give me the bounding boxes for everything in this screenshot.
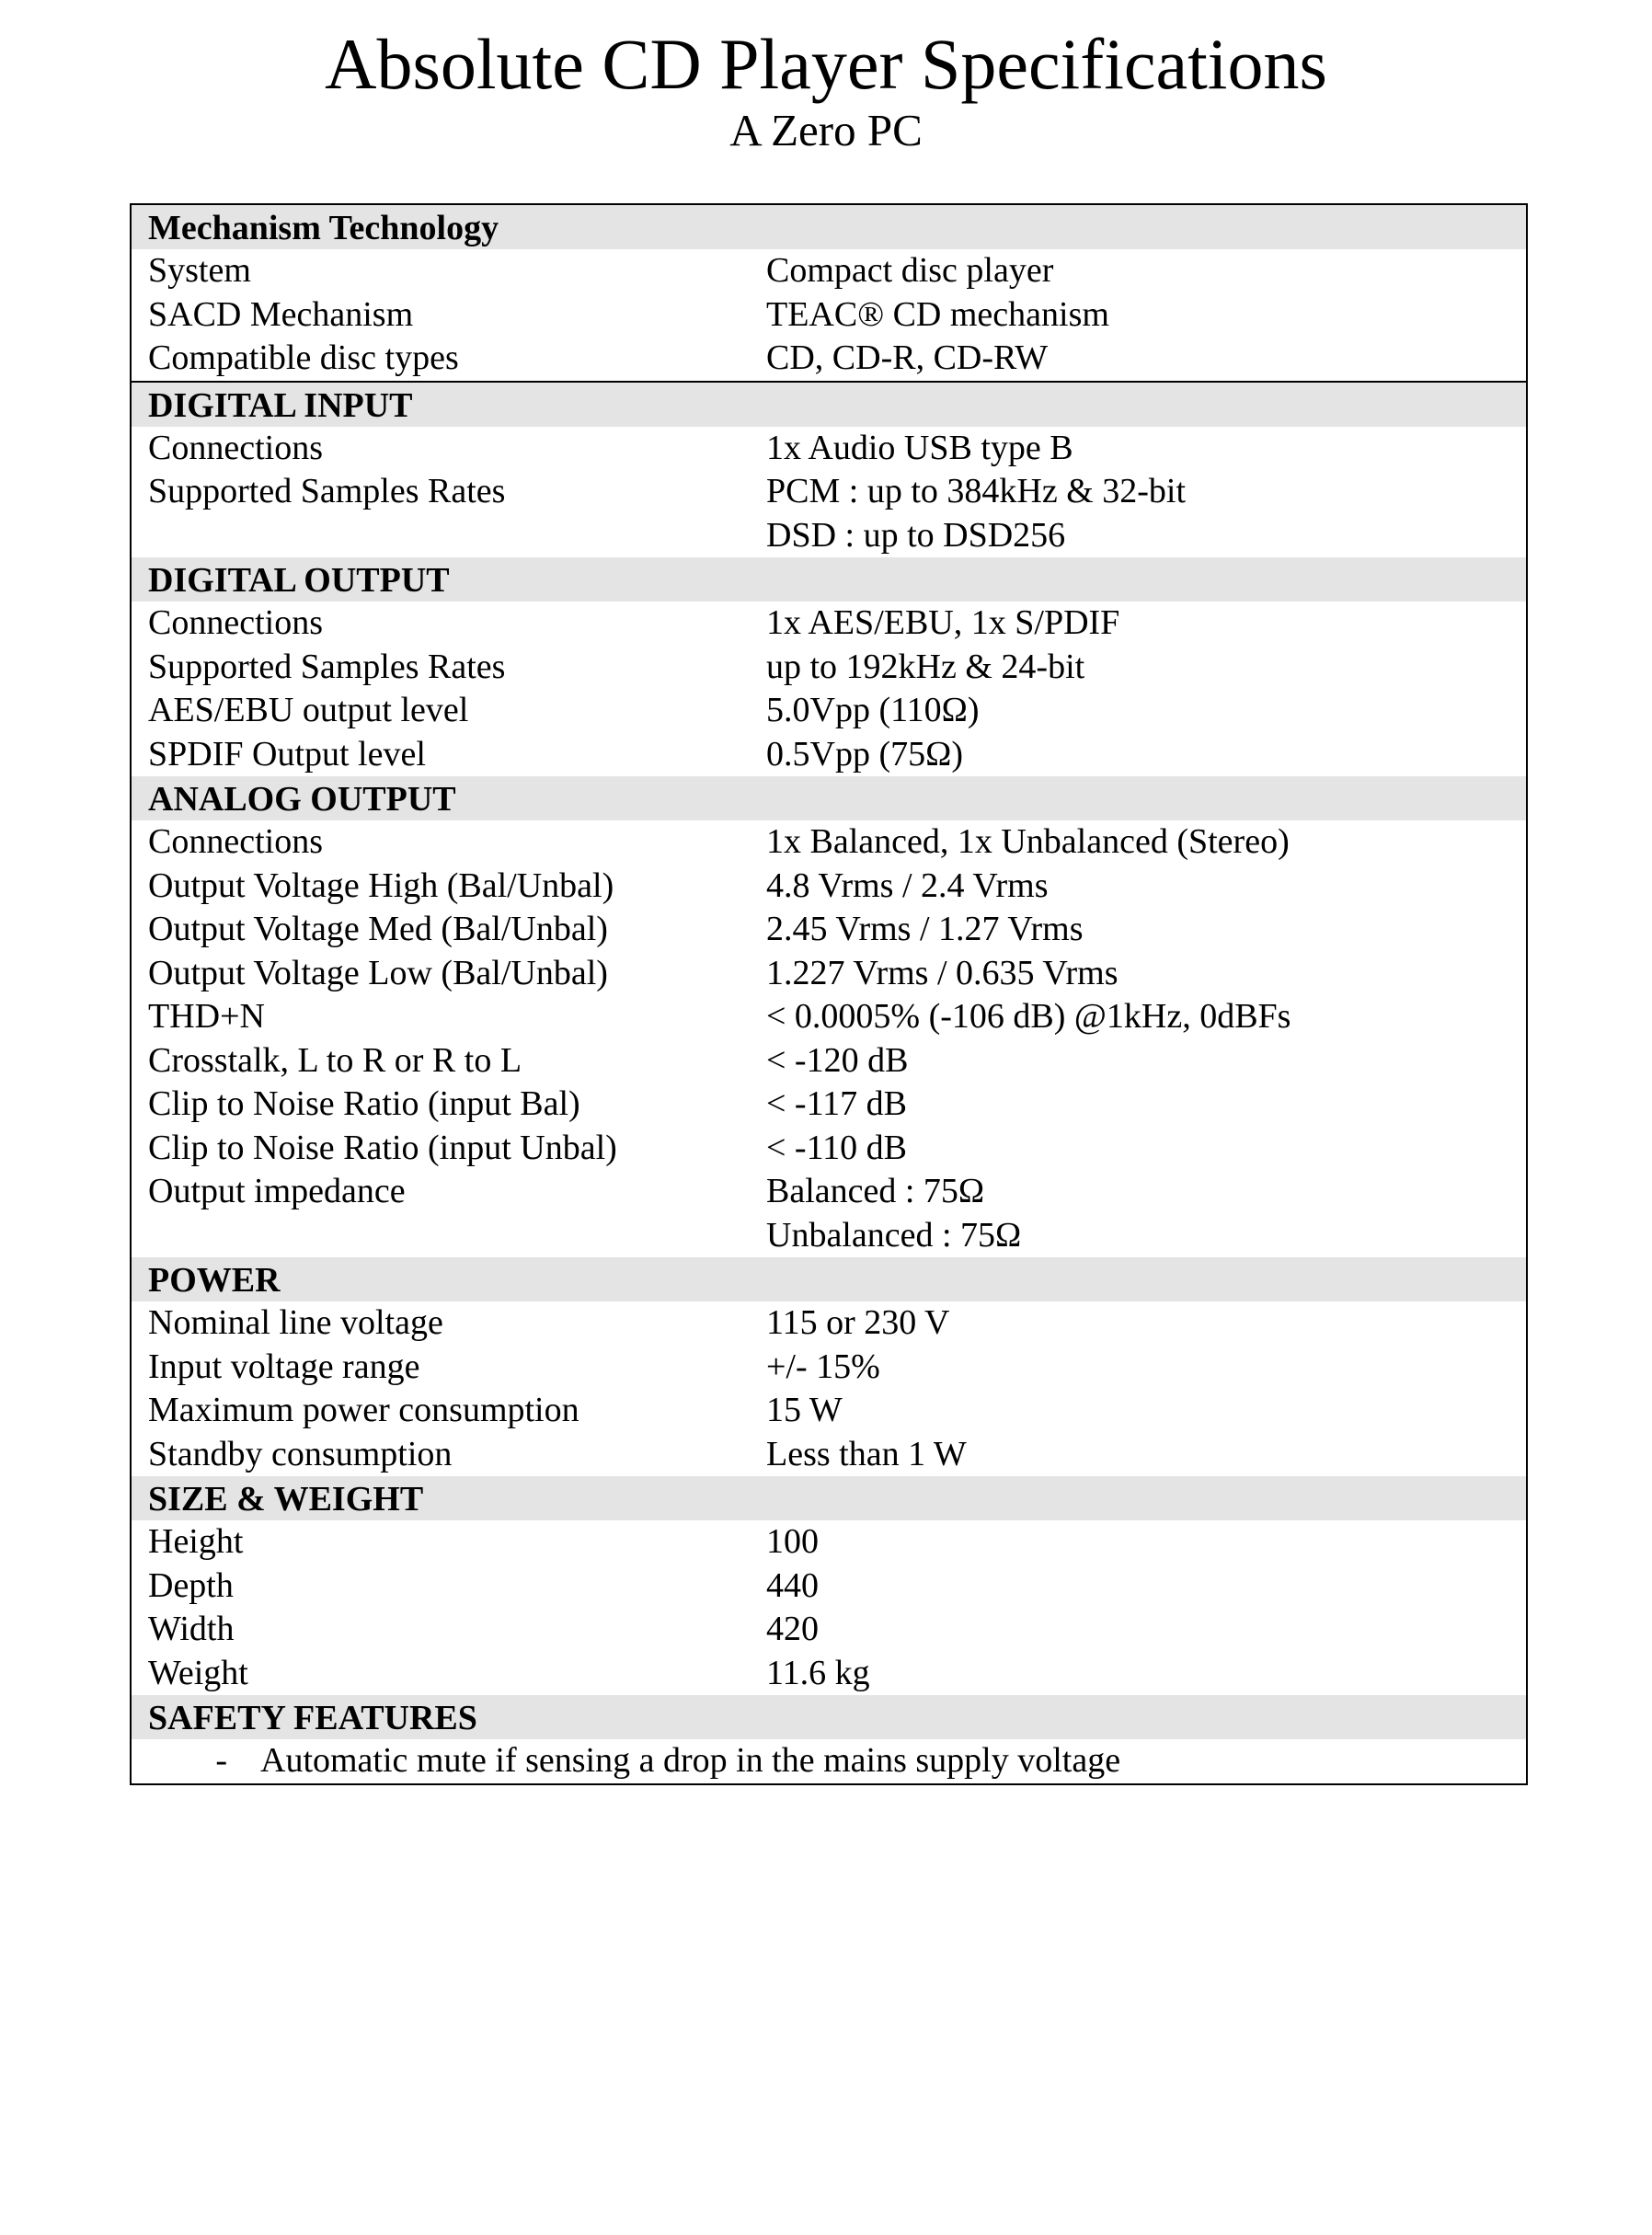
spec-label: Compatible disc types <box>148 338 459 377</box>
spec-row <box>132 1301 1526 1346</box>
spec-value: TEAC® CD mechanism <box>766 294 1109 334</box>
spec-label <box>132 514 766 558</box>
section-heading: SIZE & WEIGHT <box>132 1476 1526 1520</box>
spec-label: AES/EBU output level <box>148 691 469 729</box>
spec-row <box>132 1346 1526 1390</box>
spec-row <box>132 1389 1526 1433</box>
spec-value: 11.6 kg <box>766 1653 870 1692</box>
spec-row <box>132 1608 1526 1652</box>
spec-sections <box>132 205 1526 1695</box>
spec-label: Crosstalk, L to R or R to L <box>148 1040 522 1080</box>
spec-section <box>132 205 1526 381</box>
spec-row <box>132 1170 1526 1214</box>
spec-value: Less than 1 W <box>766 1434 967 1473</box>
spec-label: Output impedance <box>148 1172 406 1210</box>
spec-value: Balanced : 75Ω <box>766 1172 985 1210</box>
spec-value: DSD : up to DSD256 <box>766 515 1066 555</box>
spec-label: Supported Samples Rates <box>148 647 506 686</box>
spec-value: up to 192kHz & 24-bit <box>766 647 1085 686</box>
spec-label: Connections <box>148 603 323 642</box>
spec-label: Nominal line voltage <box>148 1303 443 1342</box>
section-heading: Mechanism Technology <box>132 205 1526 249</box>
spec-row <box>132 952 1526 996</box>
spec-label: Clip to Noise Ratio (input Bal) <box>148 1084 580 1123</box>
section-heading: DIGITAL OUTPUT <box>132 557 1526 602</box>
spec-row <box>132 1433 1526 1477</box>
spec-label: Width <box>148 1610 235 1648</box>
spec-label: Connections <box>148 428 323 467</box>
spec-section <box>132 776 1526 1257</box>
bullet-marker: - <box>215 1741 227 1780</box>
spec-value: < -117 dB <box>766 1084 908 1123</box>
spec-row <box>132 602 1526 646</box>
section-heading: ANALOG OUTPUT <box>132 776 1526 820</box>
spec-row <box>132 1652 1526 1696</box>
spec-row <box>132 1214 1526 1258</box>
spec-row <box>132 689 1526 733</box>
spec-value: +/- 15% <box>766 1347 880 1386</box>
spec-value: 5.0Vpp (110Ω) <box>766 691 980 729</box>
spec-value: PCM : up to 384kHz & 32-bit <box>766 472 1187 510</box>
spec-row <box>132 427 1526 471</box>
spec-row <box>132 1039 1526 1083</box>
spec-section <box>132 1257 1526 1476</box>
spec-label: Depth <box>148 1565 234 1605</box>
spec-value: 15 W <box>766 1391 843 1429</box>
spec-value: Unbalanced : 75Ω <box>766 1215 1022 1255</box>
spec-value: 0.5Vpp (75Ω) <box>766 734 963 774</box>
spec-value: < 0.0005% (-106 dB) @1kHz, 0dBFs <box>766 997 1291 1036</box>
spec-label: Standby consumption <box>148 1434 453 1473</box>
spec-value: 100 <box>766 1522 819 1561</box>
spec-row <box>132 293 1526 338</box>
spec-label: System <box>148 251 251 290</box>
spec-value: 1x Audio USB type B <box>766 428 1073 467</box>
spec-label: SACD Mechanism <box>148 294 414 334</box>
spec-label: Maximum power consumption <box>148 1391 579 1429</box>
spec-row <box>132 865 1526 909</box>
spec-section <box>132 557 1526 776</box>
section-heading: SAFETY FEATURES <box>132 1695 1526 1739</box>
document-subtitle: A Zero PC <box>729 105 923 155</box>
bullet-text: Automatic mute if sensing a drop in the mains supply voltage <box>260 1741 1121 1780</box>
spec-value: 420 <box>766 1610 819 1648</box>
spec-row <box>132 1083 1526 1127</box>
spec-row <box>132 1564 1526 1609</box>
spec-label: Input voltage range <box>148 1347 420 1386</box>
document-title: Absolute CD Player Specifications <box>325 24 1327 104</box>
spec-value: 1x AES/EBU, 1x S/PDIF <box>766 603 1120 642</box>
spec-value: 4.8 Vrms / 2.4 Vrms <box>766 865 1049 905</box>
spec-label: SPDIF Output level <box>148 734 426 774</box>
spec-label: Connections <box>148 822 323 861</box>
spec-row <box>132 337 1526 381</box>
spec-label: Output Voltage High (Bal/Unbal) <box>148 865 614 905</box>
spec-value: < -110 dB <box>766 1128 908 1167</box>
spec-row <box>132 1520 1526 1564</box>
spec-label <box>132 1214 766 1258</box>
spec-row <box>132 249 1526 293</box>
spec-value: 2.45 Vrms / 1.27 Vrms <box>766 910 1084 948</box>
spec-value: CD, CD-R, CD-RW <box>766 338 1049 377</box>
spec-value: 440 <box>766 1565 819 1605</box>
spec-label: Weight <box>148 1653 248 1692</box>
bullet-item <box>132 1739 1526 1783</box>
spec-value: 1x Balanced, 1x Unbalanced (Stereo) <box>766 822 1290 861</box>
section-heading: DIGITAL INPUT <box>132 383 1526 427</box>
spec-label: Clip to Noise Ratio (input Unbal) <box>148 1128 617 1167</box>
spec-label: Output Voltage Low (Bal/Unbal) <box>148 953 608 992</box>
spec-label: Output Voltage Med (Bal/Unbal) <box>148 910 608 948</box>
spec-row <box>132 514 1526 558</box>
spec-label: Height <box>148 1522 244 1561</box>
spec-row <box>132 646 1526 690</box>
section-safety-features <box>132 1695 1526 1783</box>
section-heading: POWER <box>132 1257 1526 1301</box>
spec-row <box>132 995 1526 1039</box>
spec-row <box>132 908 1526 952</box>
spec-value: Compact disc player <box>766 251 1054 290</box>
spec-label: Supported Samples Rates <box>148 472 506 510</box>
spec-value: < -120 dB <box>766 1040 909 1080</box>
spec-value: 115 or 230 V <box>766 1303 950 1342</box>
spec-section <box>132 381 1526 558</box>
spec-label: THD+N <box>148 997 265 1036</box>
spec-value: 1.227 Vrms / 0.635 Vrms <box>766 953 1119 992</box>
spec-section <box>132 1476 1526 1695</box>
spec-row <box>132 470 1526 514</box>
spec-row <box>132 733 1526 777</box>
specifications-table <box>130 203 1528 1785</box>
spec-row <box>132 820 1526 865</box>
spec-row <box>132 1127 1526 1171</box>
